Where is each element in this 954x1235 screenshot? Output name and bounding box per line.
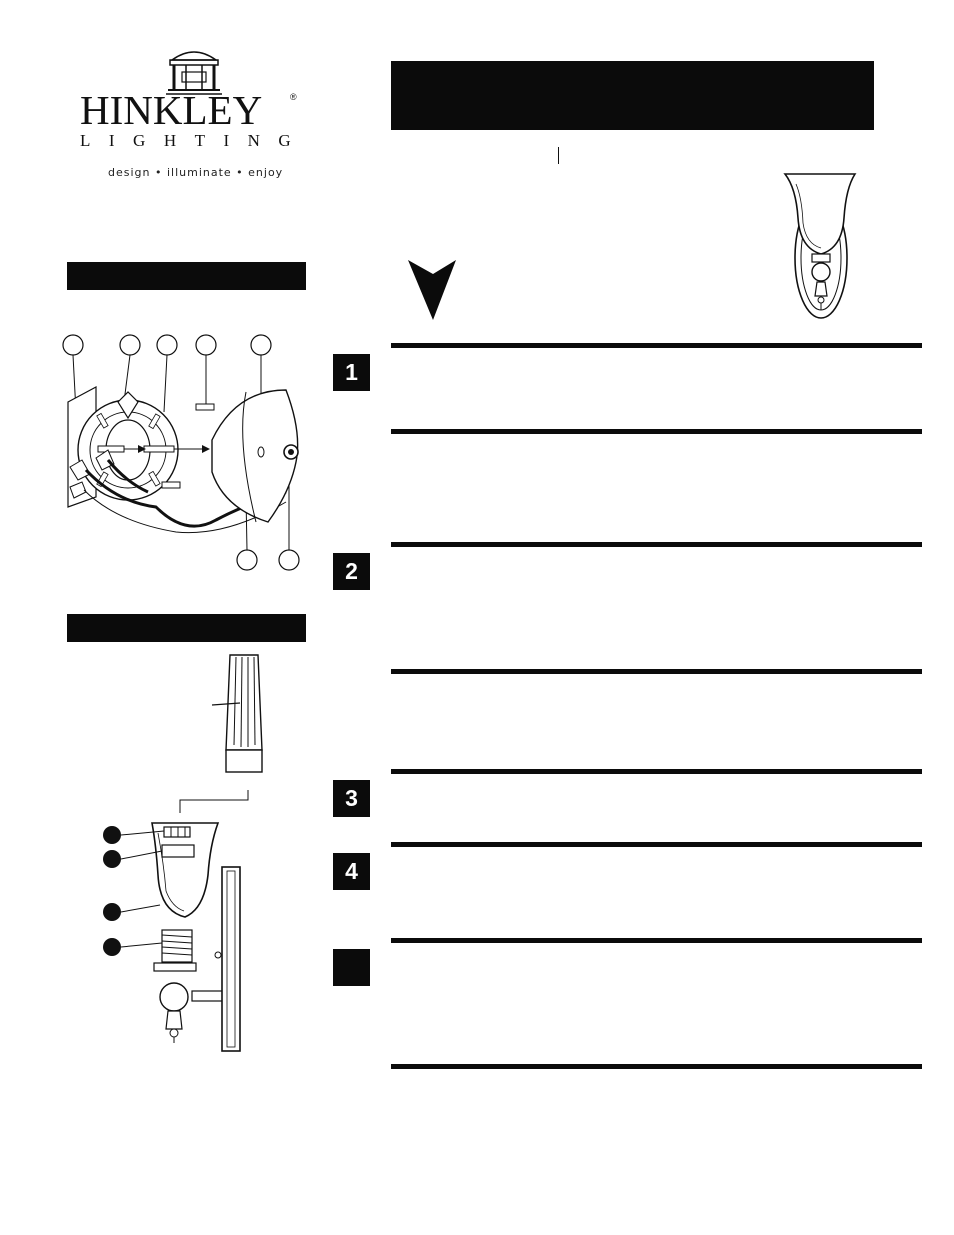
brand-name: HINKLEY <box>80 87 263 133</box>
rule-8 <box>391 1064 922 1069</box>
rule-5 <box>391 769 922 774</box>
rule-3 <box>391 542 922 547</box>
brand-logo <box>70 40 310 190</box>
step-5-box <box>333 949 370 986</box>
step-4-box: 4 <box>333 853 370 890</box>
rule-4 <box>391 669 922 674</box>
step-3-box: 3 <box>333 780 370 817</box>
title-bar <box>391 61 874 130</box>
brand-sub: LIGHTING <box>80 131 310 150</box>
registered-mark: ® <box>290 92 297 102</box>
tick-mark <box>558 147 559 164</box>
brand-tagline: design • illuminate • enjoy <box>108 166 284 179</box>
mounting-hardware-diagram <box>56 332 316 572</box>
rule-2 <box>391 429 922 434</box>
step-1-box: 1 <box>333 354 370 391</box>
section-bar-hardware <box>67 262 306 290</box>
rule-7 <box>391 938 922 943</box>
rule-6 <box>391 842 922 847</box>
rule-1 <box>391 343 922 348</box>
warning-arrow-icon <box>408 260 458 322</box>
step-2-box: 2 <box>333 553 370 590</box>
section-bar-parts <box>67 614 306 642</box>
bulb-installation-diagram <box>100 655 300 1075</box>
wall-sconce-illustration <box>776 168 866 328</box>
